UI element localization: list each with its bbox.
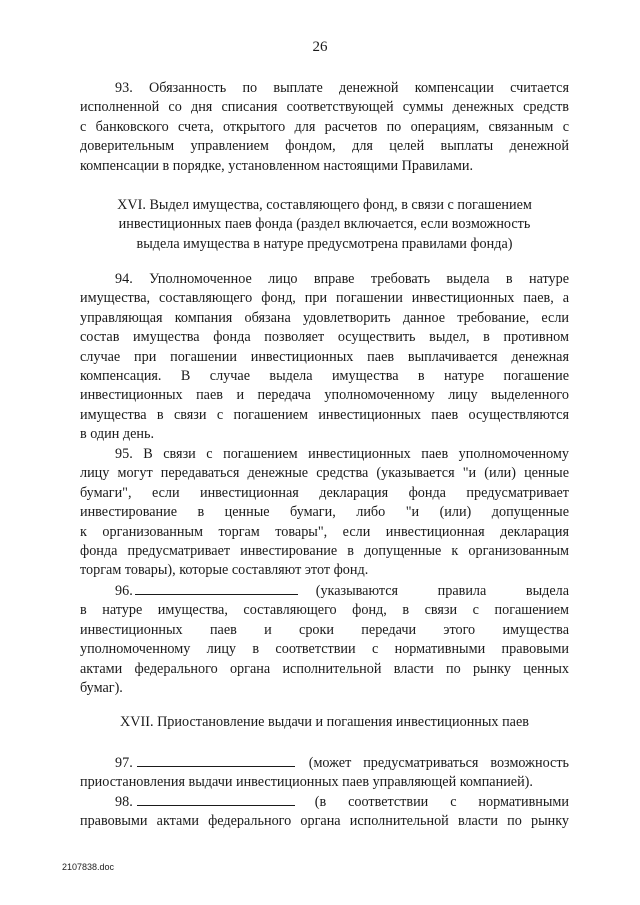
fill-in-blank <box>137 752 295 767</box>
paragraph-98 <box>80 791 569 832</box>
text-line: бумаг). <box>80 680 123 697</box>
text-line: в натуре имущества, составляющего фонд, в связи с погашением <box>80 602 569 619</box>
text-line: в один день. <box>80 426 155 443</box>
text-line: актами федерального органа исполнительной власти по рынку ценных <box>80 660 569 677</box>
heading-line: выдела имущества в натуре предусмотрена правилами фонда) <box>136 235 513 252</box>
file-name-footer: 2107838.doc <box>62 862 115 872</box>
text-line: имущества, составляющего фонд, при погашении инвестиционных паев, а <box>80 290 569 307</box>
heading-line: XVII. Приостановление выдачи и погашения инвестиционных паев <box>120 714 529 730</box>
paragraph-93 <box>80 79 569 176</box>
paragraph-97 <box>80 752 569 793</box>
number-text: 97. <box>115 755 133 771</box>
page-number: 26 <box>312 39 328 55</box>
text-line: бумаги", если инвестиционная декларация фонда предусматривает <box>80 484 569 501</box>
text-line: случае при погашении инвестиционных паев выплачивается денежная <box>80 348 569 365</box>
text-line: 93. Обязанность по выплате денежной компенсации считается <box>115 80 569 96</box>
text-line: исполненной со дня списания соответствующей суммы денежных средств <box>80 99 569 116</box>
text-line: приостановления выдачи инвестиционных паев управляющей компанией). <box>80 774 533 791</box>
paragraph-first-line <box>80 791 569 812</box>
text-line: имущества в связи с погашением инвестиционных паев осуществляются <box>80 406 569 423</box>
text-line: инвестирование в ценные бумаги, либо "и (или) допущенные <box>80 504 569 521</box>
text-line: состав имущества фонда позволяет осуществить выдел, в противном <box>80 329 569 346</box>
fill-in-blank <box>135 580 298 595</box>
text-line: компенсации в порядке, установленном настоящими Правилами. <box>80 157 474 174</box>
paragraph-94 <box>80 270 569 445</box>
text-line: уполномоченному лицу в соответствии с нормативными правовыми <box>80 641 569 658</box>
paragraph-96 <box>80 580 569 698</box>
paragraph-number <box>115 580 298 601</box>
text-line: доверительным управлением фондом, для целей выплаты денежной <box>80 138 569 155</box>
text-line: правовыми актами федерального органа исполнительной власти по рынку <box>80 813 569 830</box>
fill-in-blank <box>137 791 295 806</box>
heading-line: XVI. Выдел имущества, составляющего фонд, в связи с погашением <box>117 197 532 213</box>
paragraph-first-line <box>80 752 569 773</box>
text-fragment: (указываются правила выдела <box>315 583 569 599</box>
text-line: инвестиционных паев и передача уполномоченному лицу выделенного <box>80 387 569 404</box>
text-line: компенсация. В случае выдела имущества в натуре погашение <box>80 368 569 385</box>
paragraph-number <box>115 752 295 773</box>
paragraph-number <box>115 791 295 812</box>
text-line: торгам товары), которые составляют этот фонд. <box>80 562 369 579</box>
heading-line: инвестиционных паев фонда (раздел включается, если возможность <box>118 216 531 233</box>
section-heading-16 <box>80 196 569 254</box>
text-line: к организованным торгам товары", если инвестиционная декларация <box>80 523 569 540</box>
section-heading-17 <box>80 713 569 732</box>
text-line: управляющая компания обязана удовлетворить данное требование, если <box>80 309 569 326</box>
number-text: 96. <box>115 583 133 599</box>
text-line: лицу могут передаваться денежные средства (указывается "и (или) ценные <box>80 465 569 482</box>
text-line: 95. В связи с погашением инвестиционных паев уполномоченному <box>115 446 569 462</box>
text-fragment: (в соответствии с нормативными <box>314 794 569 810</box>
number-text: 98. <box>115 794 133 810</box>
paragraph-95 <box>80 445 569 581</box>
text-line: фонда предусматривает инвестирование в допущенные к организованным <box>80 543 569 560</box>
text-line: инвестиционных паев и сроки передачи этого имущества <box>80 621 569 638</box>
text-line: 94. Уполномоченное лицо вправе требовать выдела в натуре <box>115 271 569 287</box>
paragraph-first-line <box>80 580 569 601</box>
text-line: с банковского счета, открытого для расчетов по операциям, связанным с <box>80 118 569 135</box>
text-fragment: (может предусматриваться возможность <box>308 755 569 771</box>
